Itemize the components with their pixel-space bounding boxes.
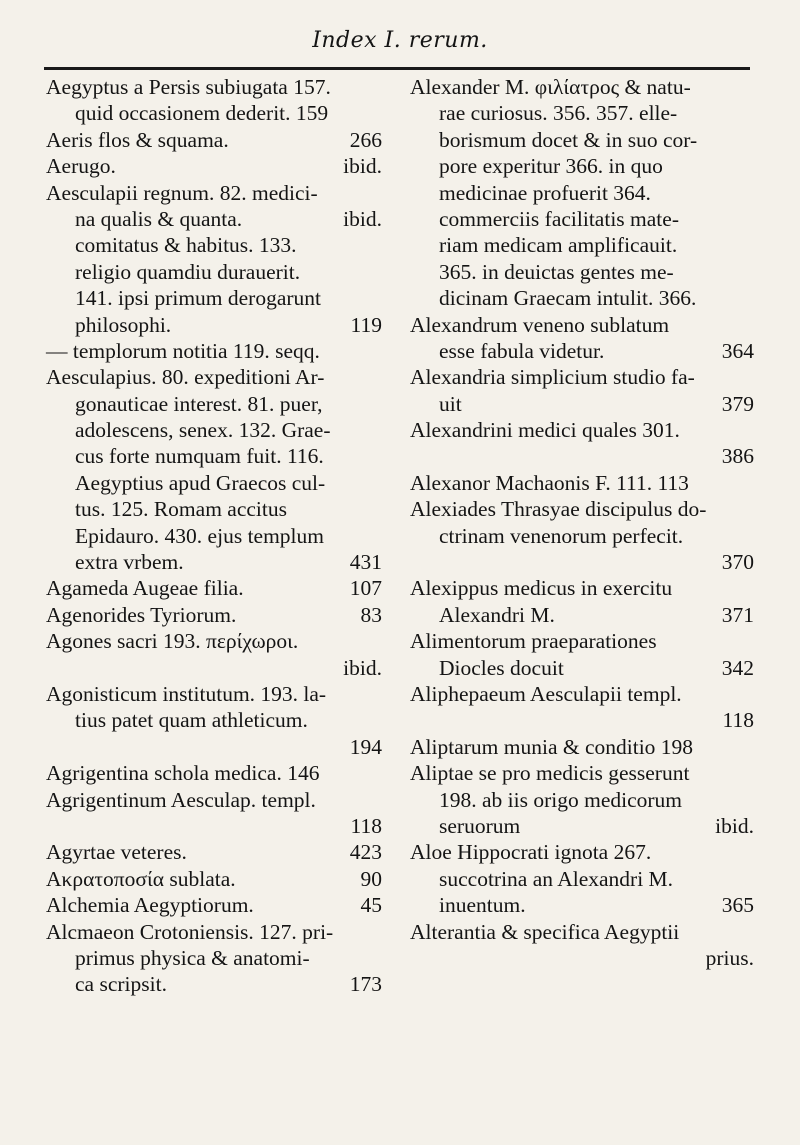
- index-line: [46, 945, 382, 971]
- index-line: [410, 945, 754, 971]
- entry-text: Agones sacri 193. περίχωροι.: [46, 629, 299, 654]
- entry-text: Aerugo.: [46, 154, 116, 179]
- index-line: [410, 839, 754, 865]
- index-line: [46, 100, 382, 126]
- entry-text: Alimentorum praeparationes: [410, 629, 657, 654]
- entry-text: extra vrbem.: [75, 550, 184, 575]
- entry-text: succotrina an Alexandri M.: [439, 866, 674, 891]
- left-column: [46, 74, 382, 998]
- header-rule: [44, 67, 750, 70]
- entry-text: Epidauro. 430. ejus templum: [75, 523, 325, 548]
- entry-text: Aegyptus a Persis subiugata 157.: [46, 75, 331, 99]
- entry-text: ctrinam venenorum perfecit.: [439, 523, 684, 548]
- index-line: [410, 496, 754, 522]
- index-line: [410, 866, 754, 892]
- index-line: [46, 549, 382, 575]
- index-line: [410, 628, 754, 654]
- entry-text: Aeris flos & squama.: [46, 127, 229, 152]
- entry-text: cus forte numquam fuit. 116.: [75, 444, 324, 469]
- page-reference: ibid.: [343, 655, 382, 680]
- entry-text: Agenorides Tyriorum.: [46, 602, 237, 627]
- index-line: [46, 180, 382, 206]
- page-reference: 423: [349, 840, 382, 865]
- entry-text: inuentum.: [439, 893, 526, 918]
- page-reference: 370: [721, 550, 754, 575]
- page-reference: ibid.: [343, 154, 382, 179]
- entry-text: Aesculapius. 80. expeditioni Ar-: [46, 365, 325, 390]
- entry-text: Aliphераeum Aesculapii templ.: [410, 681, 682, 706]
- index-line: [410, 602, 754, 628]
- entry-text: Alexiades Thrasyae discipulus do-: [410, 497, 707, 522]
- index-line: [410, 813, 754, 839]
- page-reference: 386: [721, 444, 754, 469]
- page-reference: 365: [721, 893, 754, 918]
- index-line: [410, 470, 754, 496]
- index-line: [46, 866, 382, 892]
- page-reference: 107: [349, 576, 382, 601]
- index-line: [410, 127, 754, 153]
- entry-text: Agameda Augeae filia.: [46, 576, 244, 601]
- index-line: [410, 443, 754, 469]
- page-reference: 266: [349, 127, 382, 152]
- index-line: [46, 206, 382, 232]
- page-reference: 118: [350, 813, 382, 838]
- entry-text: rae curiosus. 356. 357. elle-: [439, 101, 678, 126]
- index-line: [410, 549, 754, 575]
- index-line: [46, 417, 382, 443]
- index-line: [46, 839, 382, 865]
- index-line: [410, 892, 754, 918]
- running-header: Index I. rerum.: [312, 28, 488, 53]
- entry-text: Alexanor Machaonis F. 111. 113: [410, 470, 689, 495]
- index-line: [46, 602, 382, 628]
- entry-text: uit: [439, 391, 462, 416]
- entry-text: Aesculapii regnum. 82. medici-: [46, 180, 318, 205]
- entry-text: Alcmaeon Crotoniensis. 127. pri-: [46, 919, 334, 944]
- entry-text: Aloe Hippocrati ignota 267.: [410, 840, 652, 865]
- entry-text: comitatus & habitus. 133.: [75, 233, 297, 258]
- index-line: [410, 417, 754, 443]
- entry-text: 198. ab iis origo medicorum: [439, 787, 683, 812]
- index-line: [410, 232, 754, 258]
- entry-text: Ακρατοπoσία sublata.: [46, 866, 236, 891]
- page-reference: 119: [350, 312, 382, 337]
- entry-text: adolescens, senex. 132. Grae-: [75, 418, 331, 443]
- entry-text: borismum docet & in suo cor-: [439, 127, 698, 152]
- index-line: [46, 391, 382, 417]
- page-reference: 342: [721, 655, 754, 680]
- index-line: [46, 285, 382, 311]
- entry-text: primus physica & anatomi-: [75, 945, 310, 970]
- entry-text: Aegyptius apud Graecos cul-: [75, 470, 326, 495]
- index-line: [410, 681, 754, 707]
- entry-text: Agrigentinum Aesculap. templ.: [46, 787, 316, 812]
- page-reference: 379: [721, 391, 754, 416]
- page-reference: 364: [721, 338, 754, 363]
- entry-text: Alexandri M.: [439, 602, 555, 627]
- entry-text: quid occasionem dederit. 159: [75, 101, 329, 126]
- index-line: [46, 681, 382, 707]
- entry-text: Alexandrum veneno sublatum: [410, 312, 670, 337]
- entry-text: Agyrtae veteres.: [46, 840, 187, 865]
- index-line: [46, 575, 382, 601]
- index-line: [410, 655, 754, 681]
- index-line: [410, 787, 754, 813]
- entry-text: religio quamdiu durauerit.: [75, 259, 301, 284]
- page-reference: 431: [349, 550, 382, 575]
- entry-text: 365. in deuictas gentes me-: [439, 259, 674, 284]
- page-reference: ibid.: [343, 206, 382, 231]
- entry-text: philosophi.: [75, 312, 172, 337]
- index-line: [410, 523, 754, 549]
- index-line: [410, 312, 754, 338]
- index-line: [46, 760, 382, 786]
- page-reference: ibid.: [715, 813, 754, 838]
- entry-text: Alexandrini medici quales 301.: [410, 418, 680, 443]
- entry-text: Aliptarum munia & conditio 198: [410, 734, 694, 759]
- right-column: [410, 74, 754, 971]
- index-line: [410, 391, 754, 417]
- index-line: [46, 153, 382, 179]
- page-reference: 371: [721, 602, 754, 627]
- entry-text: pore experitur 366. in quo: [439, 154, 663, 179]
- entry-text: Aliptae se pro medicis gesserunt: [410, 761, 690, 786]
- index-line: [46, 655, 382, 681]
- page-reference: 45: [360, 893, 382, 918]
- index-line: [46, 364, 382, 390]
- entry-text: Alexandria simplicium studio fa-: [410, 365, 695, 390]
- page-reference: 194: [349, 734, 382, 759]
- page-reference: prius.: [705, 945, 754, 970]
- entry-text: dicinam Graecam intulit. 366.: [439, 286, 697, 311]
- index-line: [46, 813, 382, 839]
- index-line: [410, 707, 754, 733]
- entry-text: medicinae profuerit 364.: [439, 180, 651, 205]
- page-reference: 173: [349, 972, 382, 997]
- entry-text: tius patet quam athleticum.: [75, 708, 308, 733]
- entry-text: Alterantia & specifica Aegyptii: [410, 919, 680, 944]
- entry-text: riam medicam amplificauit.: [439, 233, 678, 258]
- index-line: [410, 364, 754, 390]
- index-line: [46, 470, 382, 496]
- index-line: [410, 338, 754, 364]
- entry-text: na qualis & quanta.: [75, 206, 243, 231]
- index-line: [410, 760, 754, 786]
- index-line: [410, 575, 754, 601]
- entry-text: Diocles docuit: [439, 655, 564, 680]
- index-line: [46, 787, 382, 813]
- index-line: [46, 232, 382, 258]
- index-line: [410, 919, 754, 945]
- index-line: [46, 259, 382, 285]
- index-line: [46, 496, 382, 522]
- entry-text: Alchemia Aegyptiorum.: [46, 893, 254, 918]
- index-line: [46, 338, 382, 364]
- entry-text: tus. 125. Romam accitus: [75, 497, 287, 522]
- index-line: [46, 312, 382, 338]
- index-line: [410, 153, 754, 179]
- index-line: [410, 734, 754, 760]
- entry-text: seruorum: [439, 813, 521, 838]
- index-line: [46, 127, 382, 153]
- index-line: [46, 707, 382, 733]
- index-line: [46, 628, 382, 654]
- entry-text: commerciis facilitatis mate-: [439, 206, 679, 231]
- index-line: [410, 100, 754, 126]
- entry-text: ca scripsit.: [75, 972, 167, 997]
- index-line: [46, 971, 382, 997]
- entry-text: 141. ipsi primum derogarunt: [75, 286, 322, 311]
- index-line: [46, 523, 382, 549]
- entry-text: Agonisticum institutum. 193. la-: [46, 681, 327, 706]
- index-line: [410, 259, 754, 285]
- entry-text: — templorum notitia 119. seqq.: [46, 338, 320, 363]
- index-line: [410, 285, 754, 311]
- index-line: [46, 919, 382, 945]
- entry-text: Alexippus medicus in exercitu: [410, 576, 673, 601]
- index-line: [46, 74, 382, 100]
- index-line: [46, 443, 382, 469]
- index-line: [410, 74, 754, 100]
- index-line: [410, 180, 754, 206]
- entry-text: gonauticae interest. 81. puer,: [75, 391, 323, 416]
- index-line: [46, 892, 382, 918]
- entry-text: esse fabula videtur.: [439, 338, 605, 363]
- index-line: [46, 734, 382, 760]
- page-reference: 83: [360, 602, 382, 627]
- page-reference: 90: [360, 866, 382, 891]
- entry-text: Alexander M. φιλίατρος & natu-: [410, 75, 691, 99]
- page-reference: 118: [722, 708, 754, 733]
- entry-text: Agrigentina schola medica. 146: [46, 761, 320, 786]
- index-line: [410, 206, 754, 232]
